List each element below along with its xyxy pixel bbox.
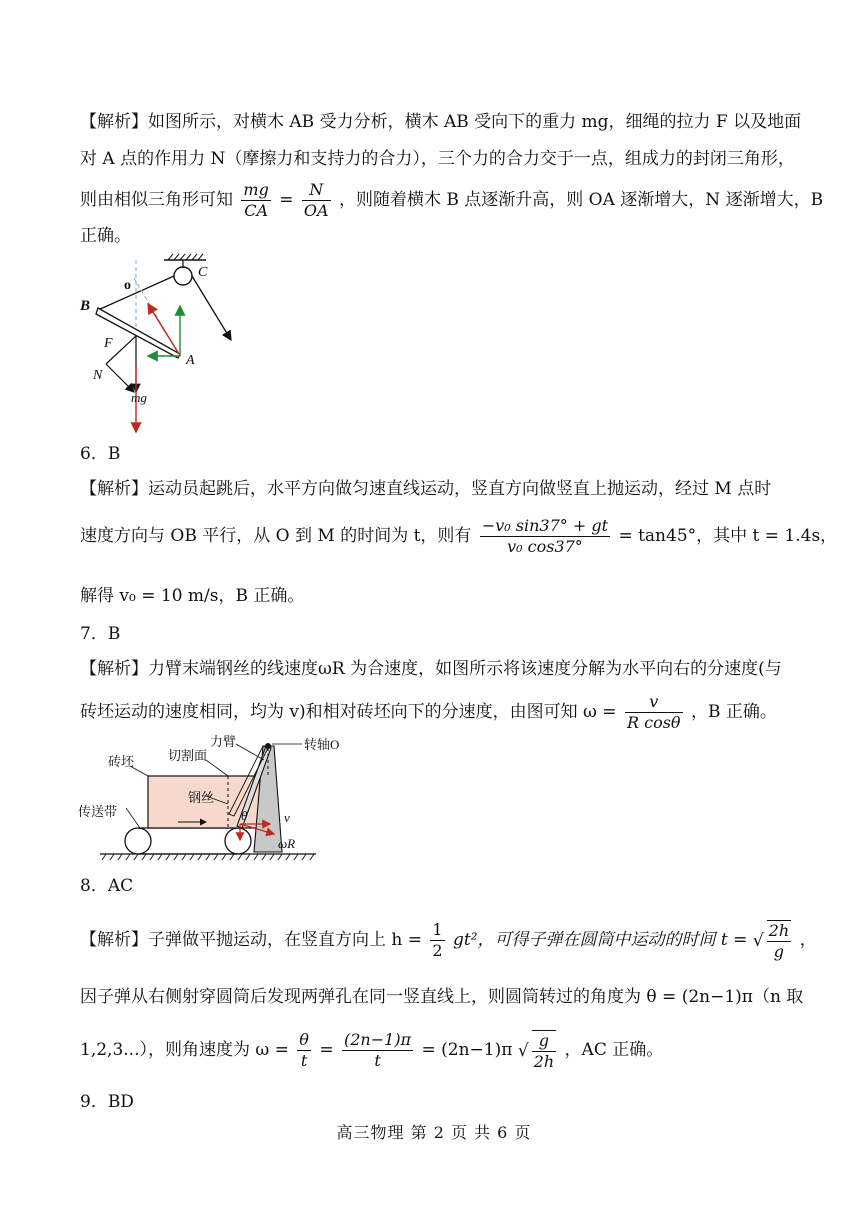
answer-9: 9．BD: [80, 1092, 134, 1112]
s1-line1: 【解析】如图所示，对横木 AB 受力分析，横木 AB 受向下的重力 mg，细绳的拉力 F 以及地面: [80, 112, 802, 132]
label-n: N: [93, 368, 103, 383]
sqrt-g-over-2h: √ $\frac{g}{2h}$: [517, 1031, 555, 1071]
answer-7: 7．B: [80, 624, 121, 644]
label-belt: 传送带: [78, 804, 118, 819]
fraction-2n-1-pi: $\frac{(2n-1)\pi}{t}$: [344, 1030, 412, 1070]
fraction-tan-eq: $\frac{\text{−v₀ sin37° + gt}}{\text{v₀ cos37°}}$: [481, 516, 609, 556]
label-c: C: [198, 265, 208, 280]
label-b: B: [80, 298, 91, 314]
fraction-omega: $\frac{v}{\text{R cosθ}}$: [626, 692, 681, 732]
force-diagram: [76, 252, 256, 437]
page-footer: 高三物理 第 2 页 共 6 页: [336, 1123, 532, 1142]
label-arm: 力臂: [210, 734, 237, 749]
label-brick: 砖坯: [108, 754, 135, 769]
fraction-mg-ca: $\frac{mg}{CA}$: [243, 180, 269, 220]
label-mg: mg: [131, 390, 147, 405]
roller-left: [125, 828, 151, 854]
q8-line1: 【解析】子弹做平抛运动，在竖直方向上 h = $\frac{1}{2}$ gt²，可得子弹在圆筒中运动的时间 t = √ $\frac{2h}{g}$ ，: [80, 920, 817, 961]
cutting-machine-diagram: [78, 736, 340, 862]
q6-line2: 速度方向与 OB 平行，从 O 到 M 的时间为 t，则有 $\frac{\text{−v₀ sin37° + gt}}{\text{v₀ cos37°}}$ = tan45°，其中 t = 1.4s，: [80, 516, 838, 556]
q7-line1: 【解析】力臂末端钢丝的线速度ωR 为合速度，如图所示将该速度分解为水平向右的分速度(与: [80, 659, 782, 679]
label-v: v: [284, 810, 290, 825]
q6-line3: 解得 v₀ = 10 m/s，B 正确。: [80, 586, 305, 606]
q7-line2: 砖坯运动的速度相同，均为 v)和相对砖坯向下的分速度，由图可知 ω = $\frac{v}{\text{R cosθ}}$ ，B 正确。: [80, 692, 777, 732]
label-a: A: [186, 353, 195, 368]
answer-6: 6．B: [80, 444, 121, 464]
answer-8: 8．AC: [80, 876, 134, 896]
label-o: o: [124, 278, 131, 293]
q6-line1: 【解析】运动员起跳后，水平方向做匀速直线运动，竖直方向做竖直上抛运动，经过 M 点时: [80, 479, 772, 499]
label-f: F: [104, 336, 113, 351]
q8-line3: 1,2,3...），则角速度为 ω = $\frac{\theta}{t}$ = $\frac{(2n-1)\pi}{t}$ = (2n−1)π √ $\frac{g}{2h}$ ，AC 正确。: [80, 1030, 664, 1071]
label-axis: 转轴O: [304, 737, 340, 752]
fraction-theta-t: $\frac{\theta}{t}$: [299, 1030, 309, 1070]
label-omega-r: ωR: [278, 836, 296, 851]
fraction-half: $\frac{1}{2}$: [432, 920, 443, 960]
s1-line2: 对 A 点的作用力 N（摩擦力和支持力的合力），三个力的合力交于一点，组成力的封闭三角形，: [80, 149, 795, 169]
s1-line4: 正确。: [80, 226, 131, 246]
pulley: [174, 267, 192, 285]
roller-right: [225, 828, 251, 854]
label-cut-face: 切割面: [168, 748, 208, 763]
q8-line2: 因子弹从右侧射穿圆筒后发现两弹孔在同一竖直线上，则圆筒转过的角度为 θ = (2n−1)π（n 取: [80, 987, 804, 1007]
sqrt-2h-over-g: √ $\frac{2h}{g}$: [752, 921, 790, 961]
label-wire: 钢丝: [188, 790, 215, 805]
label-theta: θ: [241, 808, 248, 823]
fraction-n-oa: $\frac{N}{OA}$: [303, 180, 329, 220]
s1-line3: 则由相似三角形可知 $\frac{mg}{CA}$ = $\frac{N}{OA}$ ，则随着横木 B 点逐渐升高，则 OA 逐渐增大，N 逐渐增大，B: [80, 180, 824, 220]
